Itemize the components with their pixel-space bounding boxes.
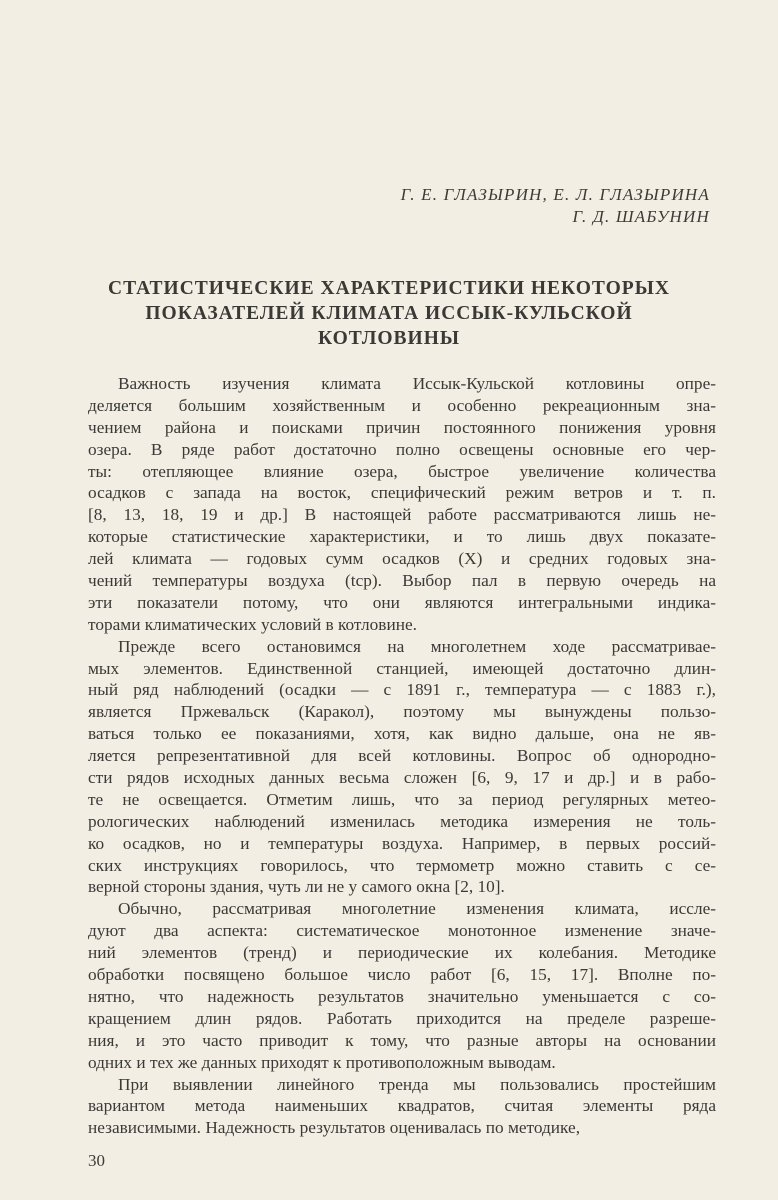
paragraph-line: Обычно, рассматривая многолетние изменения климата, иссле- xyxy=(118,899,716,919)
paragraph-line: дуют два аспекта: систематическое монотонное изменение значе- xyxy=(88,921,716,941)
paragraph-line: деляется большим хозяйственным и особенно рекреационным зна- xyxy=(88,395,716,415)
paragraph-line: При выявлении линейного тренда мы пользовались простейшим xyxy=(118,1074,716,1094)
author-line: Г. Е. ГЛАЗЫРИН, Е. Л. ГЛАЗЫРИНА xyxy=(400,185,710,204)
paragraph-line: ний элементов (тренд) и периодические их колебания. Методике xyxy=(88,943,716,963)
paragraph-line: верной стороны здания, чуть ли не у самого окна [2, 10]. xyxy=(88,877,505,897)
paragraph-line: [8, 13, 18, 19 и др.] В настоящей работе рассматриваются лишь не- xyxy=(88,505,716,525)
paragraph-line: ния, и это часто приводит к тому, что разные авторы на основании xyxy=(88,1030,716,1050)
paragraph-line: ляется репрезентативной для всей котловины. Вопрос об однородно- xyxy=(88,746,716,766)
title-line: СТАТИСТИЧЕСКИЕ ХАРАКТЕРИСТИКИ НЕКОТОРЫХ xyxy=(108,278,670,299)
paragraph-line: Прежде всего остановимся на многолетнем ходе рассматривае- xyxy=(118,636,716,656)
paragraph-line: лей климата — годовых сумм осадков (X) и средних годовых зна- xyxy=(88,549,716,569)
paragraph-line: осадков с запада на восток, специфический режим ветров и т. п. xyxy=(88,483,716,503)
page-number: 30 xyxy=(88,1151,105,1170)
paragraph-line: которые статистические характеристики, и то лишь двух показате- xyxy=(88,527,716,547)
paragraph-line: озера. В ряде работ достаточно полно освещены основные его чер- xyxy=(88,439,716,459)
title-line: КОТЛОВИНЫ xyxy=(317,328,461,349)
paragraph-line: торами климатических условий в котловине. xyxy=(88,614,417,634)
paragraph-line: мых элементов. Единственной станцией, имеющей достаточно длин- xyxy=(88,658,716,678)
paragraph-line: вариантом метода наименьших квадратов, считая элементы ряда xyxy=(88,1096,716,1116)
paragraph-line: одних и тех же данных приходят к противоположным выводам. xyxy=(88,1052,556,1072)
article-title xyxy=(60,276,718,351)
paragraph-line: ко осадков, но и температуры воздуха. Например, в первых россий- xyxy=(88,833,716,853)
paragraph-line: сти рядов исходных данных весьма сложен [6, 9, 17 и др.] и в рабо- xyxy=(88,768,716,788)
paragraph-line: нятно, что надежность результатов значительно уменьшается с со- xyxy=(88,986,716,1006)
paragraph-line: ских инструкциях говорилось, что термометр можно ставить с се- xyxy=(88,855,716,875)
paragraph-line: Важность изучения климата Иссык-Кульской котловины опре- xyxy=(118,374,716,393)
paragraph-line: чением района и поисками причин постоянного понижения уровня xyxy=(88,417,716,437)
paragraph-line: те не освещается. Отметим лишь, что за период регулярных метео- xyxy=(88,789,716,809)
paragraph-line: является Пржевальск (Каракол), поэтому мы вынуждены пользо- xyxy=(88,702,716,722)
paragraph-line: ты: отепляющее влияние озера, быстрое увеличение количества xyxy=(88,461,716,481)
paragraph-line: ный ряд наблюдений (осадки — с 1891 г., температура — с 1883 г.), xyxy=(88,680,716,700)
paragraph-line: рологических наблюдений изменилась методика измерения не толь- xyxy=(88,811,716,831)
paragraph-line: обработки посвящено большое число работ [6, 15, 17]. Вполне по- xyxy=(88,965,716,985)
paragraph-line: чений температуры воздуха (tср). Выбор пал в первую очередь на xyxy=(88,571,716,591)
paragraph-line: кращением длин рядов. Работать приходится на пределе разреше- xyxy=(88,1008,716,1028)
title-line: ПОКАЗАТЕЛЕЙ КЛИМАТА ИССЫК-КУЛЬСКОЙ xyxy=(145,303,633,324)
paragraph-line: независимыми. Надежность результатов оценивалась по методике, xyxy=(88,1118,581,1138)
paragraph-line: эти показатели потому, что они являются интегральными индика- xyxy=(88,592,716,612)
author-line: Г. Д. ШАБУНИН xyxy=(572,207,710,226)
paragraph-line: ваться только ее показаниями, хотя, как видно дальше, она не яв- xyxy=(88,724,716,744)
article-body xyxy=(88,373,716,1139)
authors xyxy=(401,184,710,228)
